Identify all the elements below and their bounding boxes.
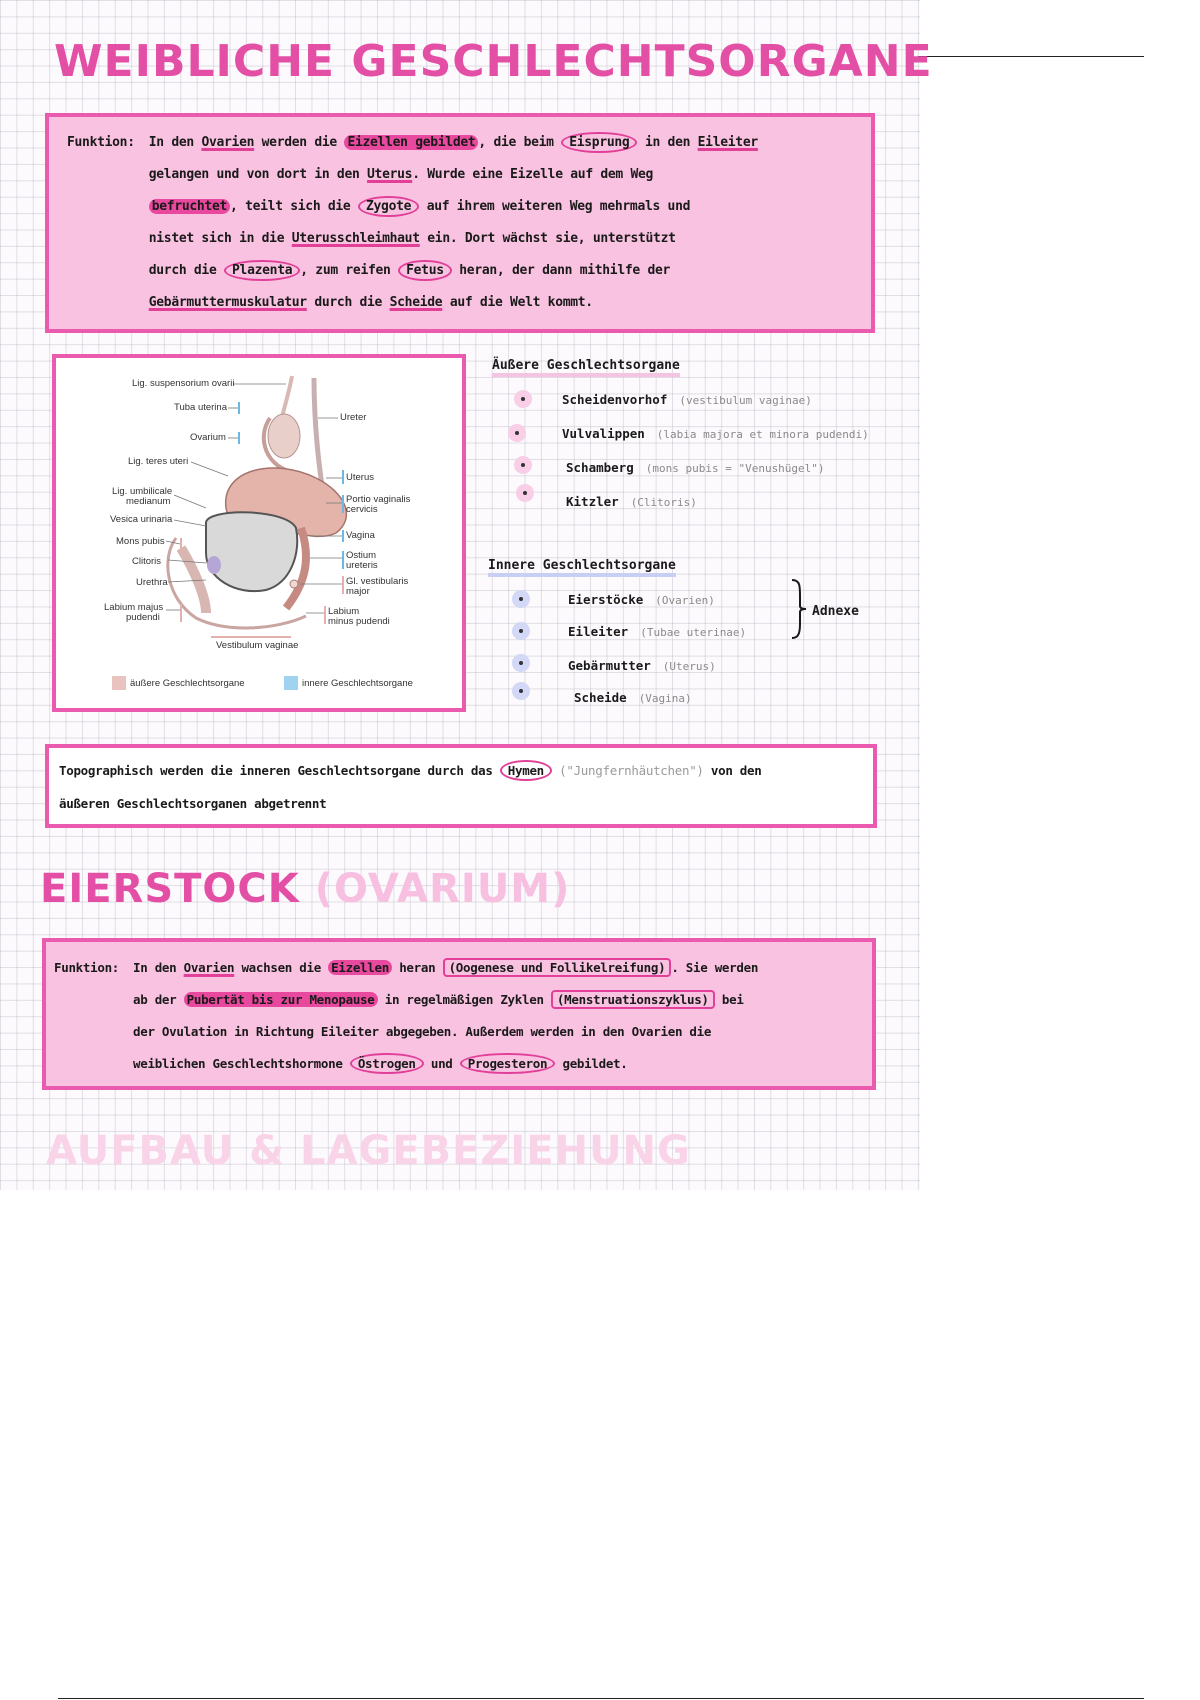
label-ureteris: ureteris bbox=[346, 560, 378, 571]
outer-organ-item: Vulvalippen (labia majora et minora pudendi) bbox=[562, 426, 869, 441]
legend-swatch-outer bbox=[112, 676, 126, 690]
label-ostium: Ostium bbox=[346, 550, 377, 561]
eierstock-title: EIERSTOCK (OVARIUM) bbox=[40, 866, 571, 912]
outer-organ-item: Schamberg (mons pubis = "Venushügel") bbox=[566, 460, 825, 475]
bullet-icon bbox=[512, 682, 530, 700]
inner-organ-item: Eierstöcke (Ovarien) bbox=[568, 592, 715, 607]
top-rule bbox=[918, 56, 1144, 57]
adnexe-label: Adnexe bbox=[812, 604, 859, 619]
legend-swatch-inner bbox=[284, 676, 298, 690]
gland-shape bbox=[290, 580, 298, 588]
label-pudendi: pudendi bbox=[126, 612, 160, 623]
bullet-icon bbox=[514, 456, 532, 474]
inner-organs-title: Innere Geschlechtsorgane bbox=[488, 558, 676, 573]
inner-organ-item: Gebärmutter (Uterus) bbox=[568, 658, 716, 673]
label-labium-majus: Labium majus bbox=[104, 602, 164, 613]
outer-organ-item: Scheidenvorhof (vestibulum vaginae) bbox=[562, 392, 812, 407]
aufbau-title: AUFBAU & LAGEBEZIEHUNG bbox=[46, 1128, 691, 1174]
topography-box: Topographisch werden die inneren Geschlechtsorgane durch das Hymen ("Jungfernhäutchen") von den äußeren Geschlechtsorganen abgetrennt bbox=[45, 744, 877, 828]
label-vesica: Vesica urinaria bbox=[110, 514, 173, 525]
legend-outer-label: äußere Geschlechtsorgane bbox=[130, 678, 245, 689]
label-lig-umbilicale: Lig. umbilicale bbox=[112, 486, 173, 497]
page-title: WEIBLICHE GESCHLECHTSORGANE bbox=[54, 36, 933, 87]
label-gl-vestibularis: Gl. vestibularis bbox=[346, 576, 409, 587]
label-tuba-uterina: Tuba uterina bbox=[174, 402, 227, 413]
function-text: In den Ovarien werden die Eizellen gebildet , die beim Eisprung in den Eileiter gelangen und von dort in den Uterus. Wurde eine Eizelle auf dem Weg befruchtet , teilt sich die Zygote auf ihrem weiteren Weg mehrmals und nistet sich in die Uterusschleimhaut ein. Dort wächst sie, unterstützt durch die Plazenta , zum reifen Fetus heran, der dann mithilfe der Gebärmuttermuskulatur durch die Scheide auf die Welt kommt. bbox=[149, 127, 857, 319]
label-vestibulum: Vestibulum vaginae bbox=[216, 640, 299, 651]
anatomy-diagram bbox=[52, 354, 466, 712]
inner-organ-item: Eileiter (Tubae uterinae) bbox=[568, 624, 747, 639]
label-ureter: Ureter bbox=[340, 412, 367, 423]
legend-inner-label: innere Geschlechtsorgane bbox=[302, 678, 413, 689]
hymen-term: Hymen bbox=[500, 760, 552, 781]
bullet-icon bbox=[516, 484, 534, 502]
label-uterus: Uterus bbox=[346, 472, 374, 483]
bottom-rule bbox=[58, 1698, 1144, 1699]
label-portio: Portio vaginalis bbox=[346, 494, 411, 505]
label-labium-minus: Labium bbox=[328, 606, 360, 617]
function-label: Funktion: bbox=[67, 135, 135, 150]
anatomy-illustration bbox=[56, 358, 462, 708]
bullet-icon bbox=[512, 622, 530, 640]
ovarium-function-label: Funktion: bbox=[54, 960, 120, 975]
label-mons-pubis: Mons pubis bbox=[116, 536, 165, 547]
label-urethra: Urethra bbox=[136, 577, 168, 588]
bullet-icon bbox=[512, 590, 530, 608]
label-medianum: medianum bbox=[126, 496, 171, 507]
label-clitoris: Clitoris bbox=[132, 556, 162, 567]
bullet-icon bbox=[514, 390, 532, 408]
bladder-shape bbox=[206, 512, 297, 591]
bullet-icon bbox=[512, 654, 530, 672]
function-box bbox=[45, 113, 875, 333]
ovarium-function-box: Funktion: In den Ovarien wachsen die Eizellen heran (Oogenese und Follikelreifung) . Sie werden ab der Pubertät bis zur Menopause in regelmäßigen Zyklen (Menstruationszyklus) bei der Ovulation in Richtung Eileiter abgegeben. Außerdem werden in den Ovarien die weiblichen Geschlechtshormone Östrogen und Progesteron gebildet. bbox=[42, 938, 876, 1090]
label-cervicis: cervicis bbox=[346, 504, 378, 515]
outer-organs-title: Äußere Geschlechtsorgane bbox=[492, 358, 680, 373]
bracket-icon bbox=[788, 576, 808, 642]
ovary-shape bbox=[268, 414, 300, 458]
label-ovarium: Ovarium bbox=[190, 432, 226, 443]
bullet-icon bbox=[508, 424, 526, 442]
label-major: major bbox=[346, 586, 370, 597]
label-vagina: Vagina bbox=[346, 530, 375, 541]
outer-organ-item: Kitzler (Clitoris) bbox=[566, 494, 697, 509]
inner-organ-item: Scheide (Vagina) bbox=[574, 690, 692, 705]
label-minus-pudendi: minus pudendi bbox=[328, 616, 390, 627]
label-lig-suspensorium: Lig. suspensorium ovarii bbox=[132, 378, 235, 389]
clitoris-shape bbox=[207, 556, 221, 574]
label-lig-teres: Lig. teres uteri bbox=[128, 456, 189, 467]
